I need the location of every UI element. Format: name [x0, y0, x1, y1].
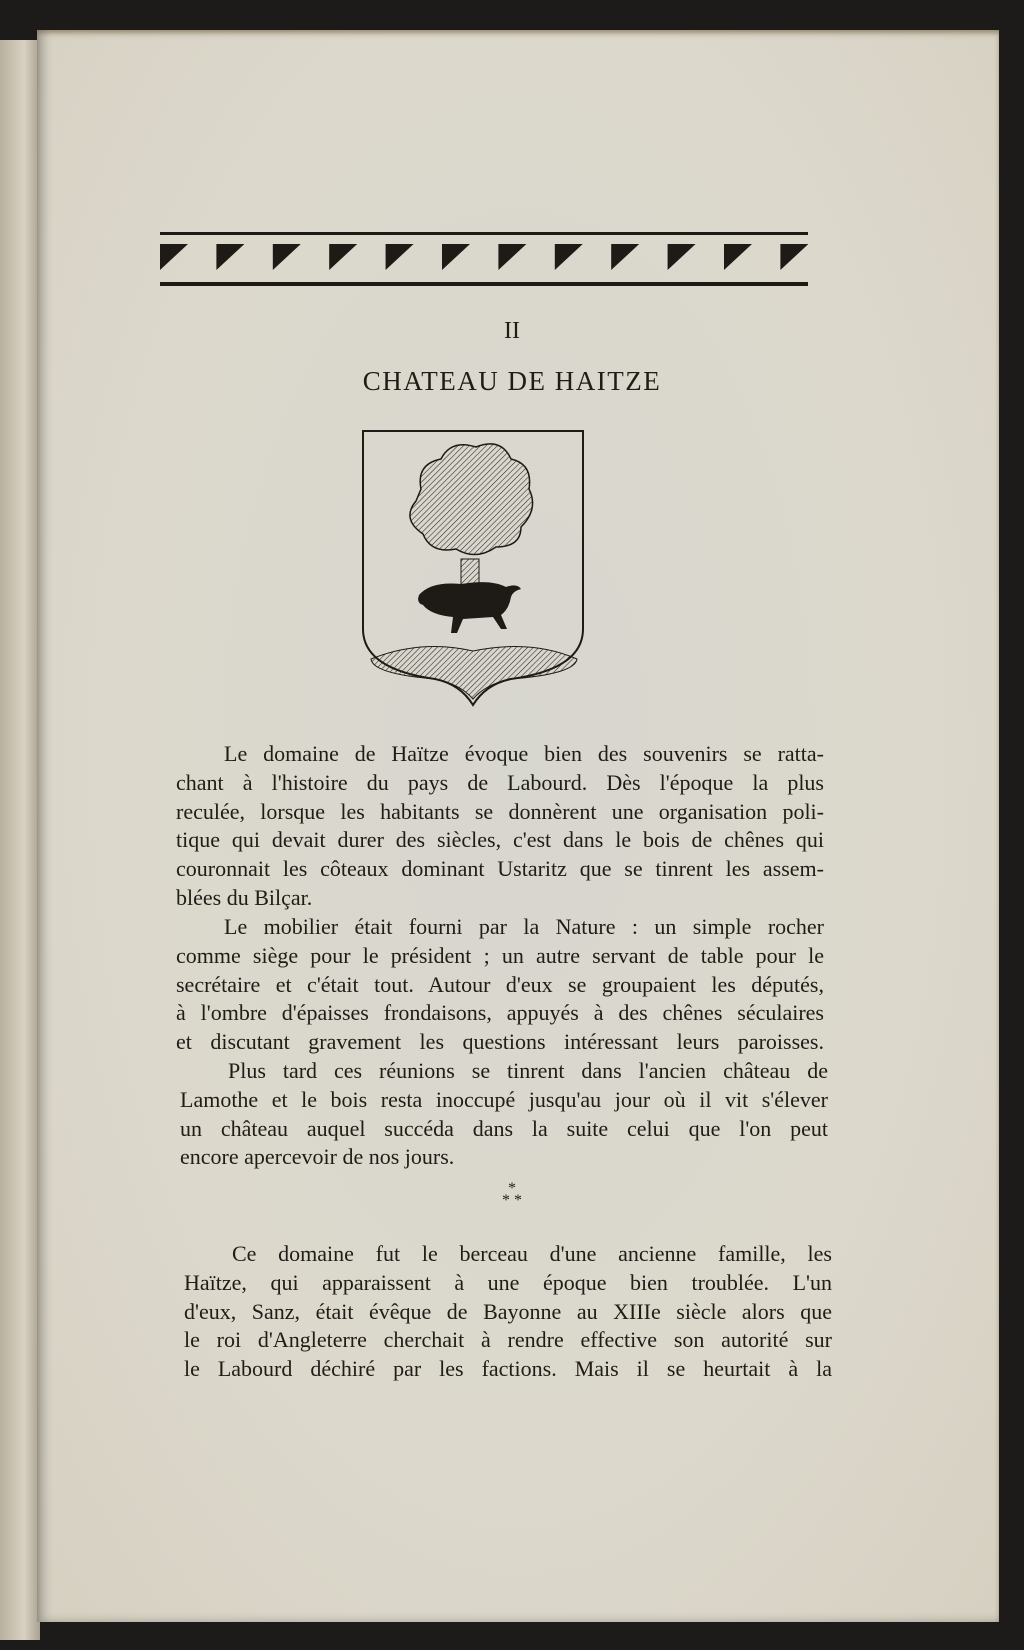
border-triangle: [329, 244, 357, 270]
border-triangle: [216, 244, 244, 270]
text-line: chant à l'histoire du pays de Labourd. Dès l'époque la plus: [176, 769, 824, 795]
text-line: encore apercevoir de nos jours.: [180, 1144, 455, 1170]
text-line: comme siège pour le président ; un autre servant de table pour le: [176, 942, 824, 968]
text-line: tique qui devait durer des siècles, c'est dans le bois de chênes qui: [176, 827, 824, 853]
text-line: secrétaire et c'était tout. Autour d'eux se groupaient les députés,: [176, 971, 824, 997]
border-triangle: [273, 244, 301, 270]
border-triangle: [555, 244, 583, 270]
text-line: Plus tard ces réunions se tinrent dans l'ancien château de: [228, 1058, 828, 1083]
text-line: Ce domaine fut le berceau d'une ancienne famille, les: [232, 1241, 832, 1266]
border-triangle: [386, 244, 414, 270]
paragraph-2: [176, 913, 824, 1057]
asterism-bottom: * *: [502, 1192, 522, 1209]
border-triangle: [611, 244, 639, 270]
text-line: d'eux, Sanz, était évêque de Bayonne au XIIIe siècle alors que: [184, 1298, 832, 1324]
border-triangle: [498, 244, 526, 270]
border-triangle: [160, 244, 188, 270]
border-triangle: [780, 244, 808, 270]
text-line: reculée, lorsque les habitants se donnèrent une organisation poli-: [176, 798, 824, 824]
text-line: Haïtze, qui apparaissent à une époque bien troublée. L'un: [184, 1269, 832, 1295]
border-triangle: [442, 244, 470, 270]
text-line: blées du Bilçar.: [176, 884, 313, 910]
paragraph-1: [176, 740, 824, 913]
text-line: et discutant gravement les questions intéressant leurs paroisses.: [176, 1029, 824, 1055]
paragraph-4: [184, 1240, 832, 1384]
text-line: le Labourd déchiré par les factions. Mais il se heurtait à la: [184, 1356, 832, 1382]
coat-of-arms-icon: [361, 429, 585, 707]
chapter-number: II: [504, 318, 520, 344]
text-line: un château auquel succéda dans la suite celui que l'on peut: [180, 1115, 828, 1141]
paragraph-3: [180, 1057, 828, 1172]
text-line: le roi d'Angleterre cherchait à rendre effective son autorité sur: [184, 1327, 832, 1353]
chapter-title: CHATEAU DE HAITZE: [362, 366, 662, 396]
text-line: Le mobilier était fourni par la Nature : un simple rocher: [224, 914, 824, 939]
text-line: Lamothe et le bois resta inoccupé jusqu'au jour où il vit s'élever: [180, 1086, 828, 1112]
text-line: Le domaine de Haïtze évoque bien des souvenirs se ratta-: [224, 741, 824, 766]
text-line: à l'ombre d'épaisses frondaisons, appuyés à des chênes séculaires: [176, 1000, 824, 1026]
facing-page-edge: [0, 40, 40, 1640]
asterism-top: *: [508, 1180, 516, 1197]
text-line: couronnait les côteaux dominant Ustaritz que se tinrent les assem-: [176, 856, 824, 882]
border-triangle: [724, 244, 752, 270]
decorative-triangle-border: [160, 232, 808, 286]
section-separator-asterism: [0, 1180, 1024, 1209]
border-triangle: [668, 244, 696, 270]
